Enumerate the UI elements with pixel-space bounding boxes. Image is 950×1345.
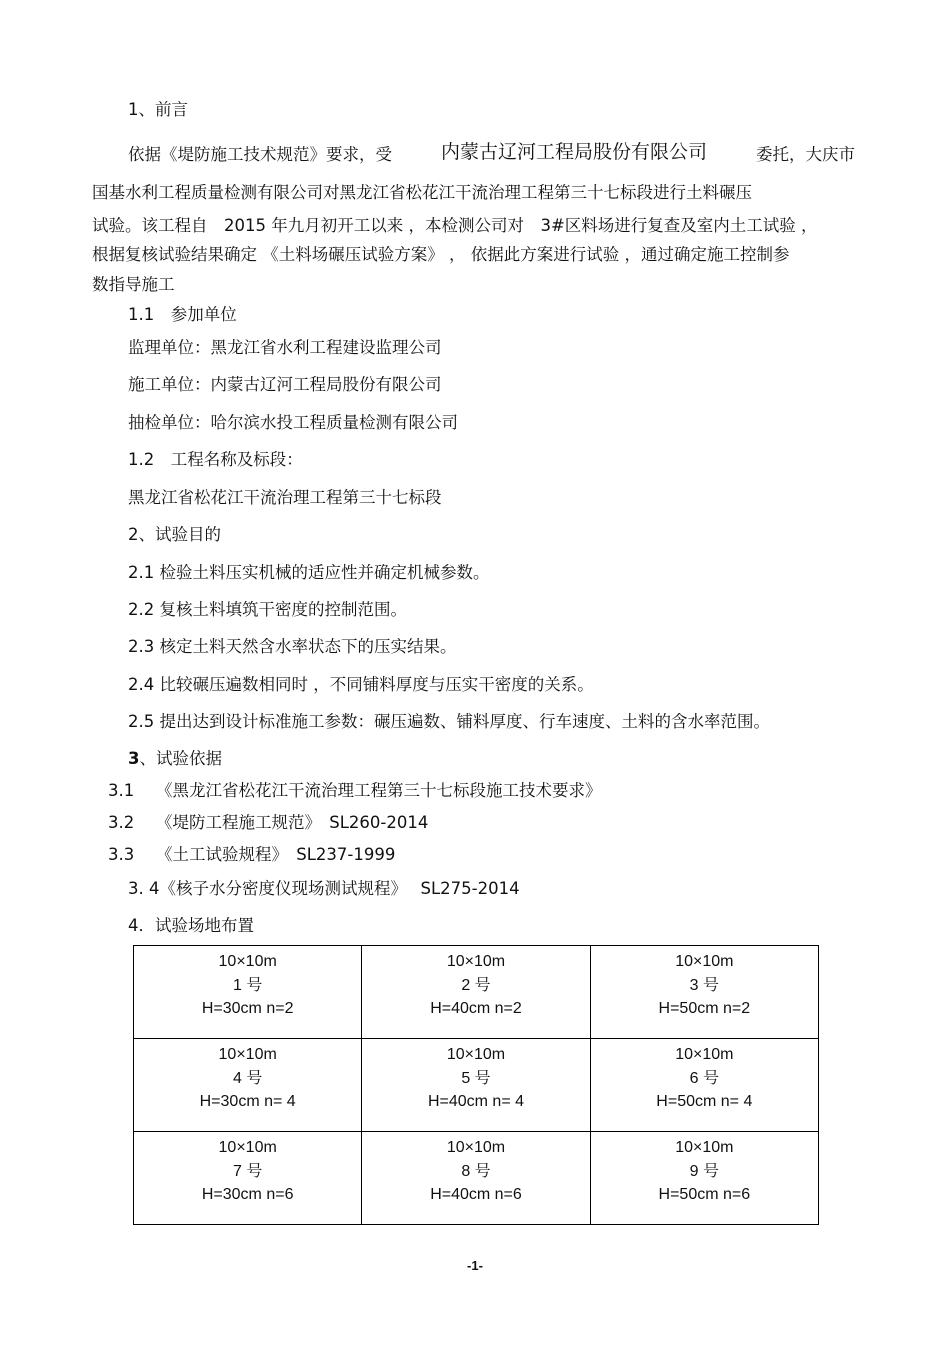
intro-line-1-c: 委托，大庆市 [755,145,855,164]
cell-params: H=30cm n= 4 [199,1093,296,1110]
cell-number: 8 号 [461,1162,491,1180]
cell-number: 6 号 [689,1069,719,1087]
inspector-unit: 抽检单位：哈尔滨水投工程质量检测有限公司 [128,413,458,432]
cell-number: 9 号 [689,1162,719,1180]
section-3-title: 、试验依据 [139,749,222,768]
cell-params: H=40cm n=6 [430,1186,522,1203]
purpose-item-2-3: 2.3 核定土料天然含水率状态下的压实结果。 [128,637,457,656]
intro-line-1-a: 依据《堤防施工技术规范》要求，受 [128,145,392,164]
project-name: 黑龙江省松花江干流治理工程第三十七标段 [128,488,442,507]
supervisor-unit: 监理单位：黑龙江省水利工程建设监理公司 [128,338,442,357]
section-3-number: 3 [128,749,140,768]
table-cell [362,1132,590,1225]
purpose-item-2-1: 2.1 检验土料压实机械的适应性并确定机械参数。 [128,563,490,582]
table-row [134,946,819,1039]
constructor-unit: 施工单位：内蒙古辽河工程局股份有限公司 [128,375,442,394]
cell-number: 4 号 [232,1069,263,1087]
section-4-heading: 4．试验场地布置 [128,916,254,935]
cell-params: H=30cm n=6 [201,1186,294,1203]
purpose-item-2-2: 2.2 复核土料填筑干密度的控制范围。 [128,600,407,619]
section-1-1-heading: 1.1 参加单位 [128,305,237,324]
cell-params: H=50cm n= 4 [656,1093,753,1110]
table-row [134,1039,819,1132]
cell-params: H=30cm n=2 [201,1000,294,1017]
table-cell [134,1039,362,1132]
table-cell [590,1039,818,1132]
table-cell [362,946,590,1039]
intro-line-4: 根据复核试验结果确定 《土料场碾压试验方案》 ， 依据此方案进行试验 ，通过确定施工控制参 [92,245,790,264]
section-1-heading: 1、前言 [128,100,188,119]
cell-number: 7 号 [232,1162,263,1180]
cell-size: 10×10m [218,953,277,970]
test-site-layout-table [133,945,819,1225]
section-3-heading [128,748,222,770]
cell-number: 2 号 [461,976,491,994]
intro-line-3: 试验。该工程自 2015 年九月初开工以来 ，本检测公司对 3#区料场进行复查及室内土工试验 ， [92,216,818,235]
cell-params: H=50cm n=6 [658,1186,751,1203]
cell-params: H=40cm n=2 [430,1000,522,1017]
cell-number: 3 号 [689,976,719,994]
section-1-2-heading: 1.2 工程名称及标段： [128,450,303,469]
basis-item-3-1: 3.1 《黑龙江省松花江干流治理工程第三十七标段施工技术要求》 [108,781,602,800]
basis-item-3-2: 3.2 《堤防工程施工规范》 SL260-2014 [108,813,429,832]
cell-size: 10×10m [218,1046,277,1063]
table-cell [134,1132,362,1225]
purpose-item-2-5: 2.5 提出达到设计标准施工参数：碾压遍数、铺料厚度、行车速度、土料的含水率范围。 [128,712,770,731]
basis-item-3-3: 3.3 《土工试验规程》 SL237-1999 [108,845,396,864]
basis-item-3-4: 3. 4《核子水分密度仪现场测试规程》 SL275-2014 [128,879,520,898]
intro-contractor-name: 内蒙古辽河工程局股份有限公司 [440,141,707,163]
table-cell [134,946,362,1039]
cell-size: 10×10m [446,1139,506,1156]
intro-line-2: 国基水利工程质量检测有限公司对黑龙江省松花江干流治理工程第三十七标段进行土料碾压 [92,183,752,202]
table-cell [590,946,818,1039]
cell-size: 10×10m [675,1046,734,1063]
cell-size: 10×10m [446,1046,506,1063]
section-2-heading: 2、试验目的 [128,525,221,544]
intro-line-1 [128,141,855,166]
table-cell [362,1039,590,1132]
cell-params: H=50cm n=2 [658,1000,751,1017]
cell-params: H=40cm n= 4 [427,1093,525,1110]
intro-line-5: 数指导施工 [92,275,175,294]
page-number: -1- [467,1258,483,1273]
table-row [134,1132,819,1225]
purpose-item-2-4: 2.4 比较碾压遍数相同时 ，不同铺料厚度与压实干密度的关系。 [128,675,594,694]
table-cell [590,1132,818,1225]
cell-number: 5 号 [461,1069,491,1087]
cell-number: 1 号 [232,976,263,994]
cell-size: 10×10m [446,953,506,970]
cell-size: 10×10m [218,1139,277,1156]
cell-size: 10×10m [675,1139,734,1156]
cell-size: 10×10m [675,953,734,970]
